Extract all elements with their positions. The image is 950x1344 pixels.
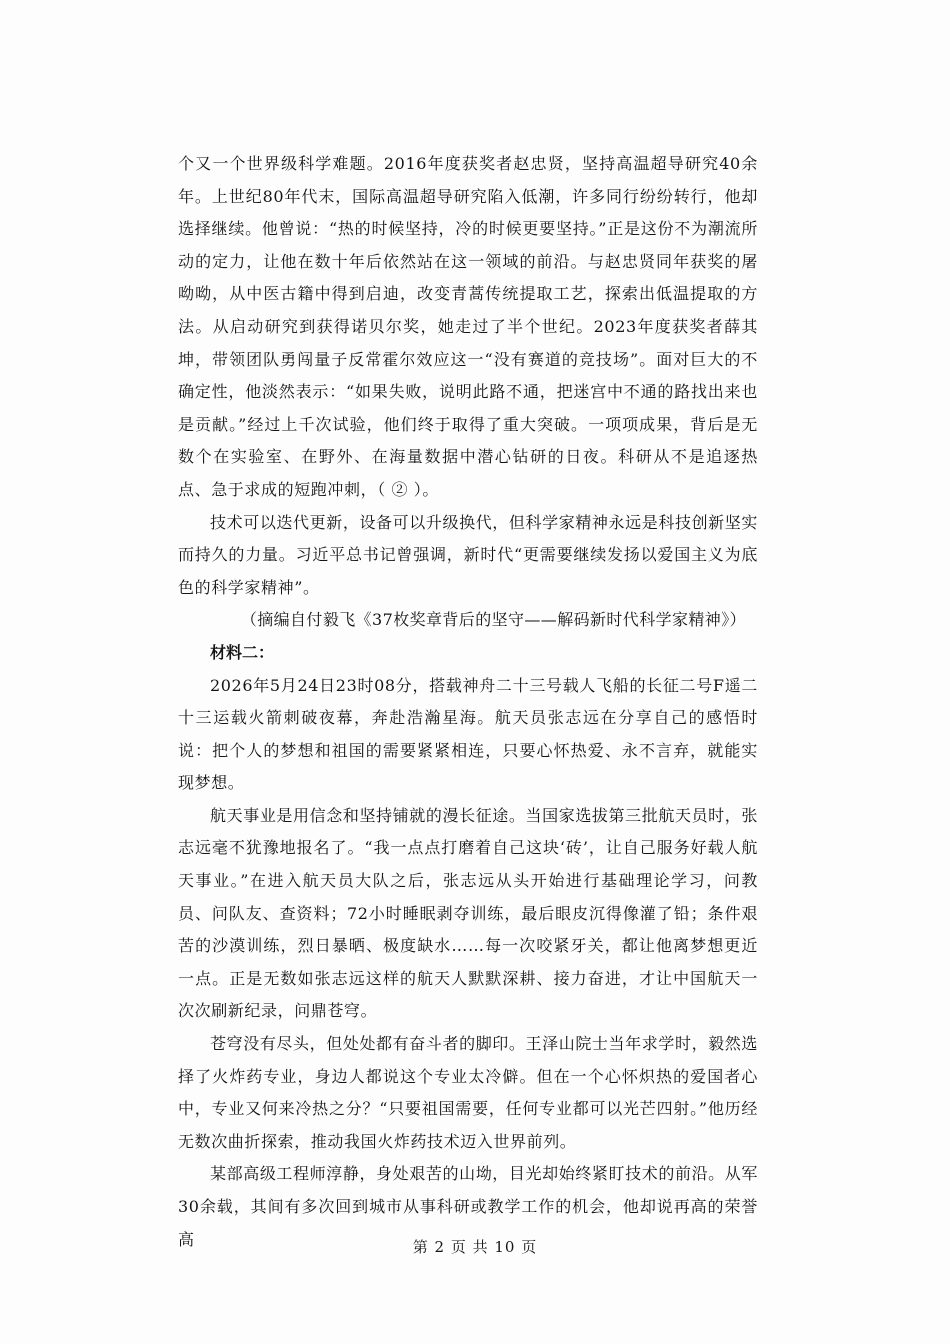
paragraph-astronaut-training: 航天事业是用信念和坚持铺就的漫长征途。当国家选拔第三批航天员时，张志远毫不犹豫地报名了。“我一点点打磨着自己这块‘砖’，让自己服务好载人航天事业。”在进入航天员大队之后，张志远从头开始进行基础理论学习，问教员、问队友、查资料；72小时睡眠剥夺训练，最后眼皮沉得像灌了铅；条件艰苦的沙漠训练，烈日暴晒、极度缺水……每一次咬紧牙关，都让他离梦想更近一点。正是无数如张志远这样的航天人默默深耕、接力奋进，才让中国航天一次次刷新纪录，问鼎苍穹。 [178, 805, 758, 1021]
paragraph-engineer-chun-jing: 某部高级工程师淳静，身处艰苦的山坳，目光却始终紧盯技术的前沿。从军30余载，其间有多次回到城市从事科研或教学工作的机会，他却说再高的荣誉高 [178, 1164, 758, 1249]
paragraph-wang-zeshan: 苍穹没有尽头，但处处都有奋斗者的脚印。王泽山院士当年求学时，毅然选择了火炸药专业，身边人都说这个专业太冷僻。但在一个心怀炽热的爱国者心中，专业又何来冷热之分？“只要祖国需要，任何专业都可以光芒四射。”他历经无数次曲折探索，推动我国火炸药技术迈入世界前列。 [178, 1034, 758, 1151]
material-two-heading: 材料二： [210, 642, 275, 662]
page-number-footer: 第 2 页 共 10 页 [412, 1238, 538, 1256]
paragraph-shenzhou-launch: 2026年5月24日23时08分，搭载神舟二十三号载人飞船的长征二号F遥二十三运载火箭刺破夜幕，奔赴浩瀚星海。航天员张志远在分享自己的感悟时说：把个人的梦想和祖国的需要紧紧相连，只要心怀热爱、永不言弃，就能实现梦想。 [178, 675, 758, 793]
document-body [178, 148, 758, 1256]
paragraph-material-one-continued: 个又一个世界级科学难题。2016年度获奖者赵忠贤，坚持高温超导研究40余年。上世纪80年代末，国际高温超导研究陷入低潮，许多同行纷纷转行，他却选择继续。他曾说：“热的时候坚持，冷的时候更要坚持。”正是这份不为潮流所动的定力，让他在数十年后依然站在这一领域的前沿。与赵忠贤同年获奖的屠呦呦，从中医古籍中得到启迪，改变青蒿传统提取工艺，探索出低温提取的方法。从启动研究到获得诺贝尔奖，她走过了半个世纪。2023年度获奖者薛其坤，带领团队勇闯量子反常霍尔效应这一“没有赛道的竞技场”。面对巨大的不确定性，他淡然表示：“如果失败，说明此路不通，把迷宫中不通的路找出来也是贡献。”经过上千次试验，他们终于取得了重大突破。一项项成果，背后是无数个在实验室、在野外、在海量数据中潜心钻研的日夜。科研从不是追逐热点、急于求成的短跑冲刺，（ ② ）。 [178, 154, 758, 499]
paragraph-scientist-spirit: 技术可以迭代更新，设备可以升级换代，但科学家精神永远是科技创新坚实而持久的力量。习近平总书记曾强调，新时代“更需要继续发扬以爱国主义为底色的科学家精神”。 [178, 512, 758, 597]
source-citation: （摘编自付毅飞《37枚奖章背后的坚守——解码新时代科学家精神》） [240, 610, 746, 630]
